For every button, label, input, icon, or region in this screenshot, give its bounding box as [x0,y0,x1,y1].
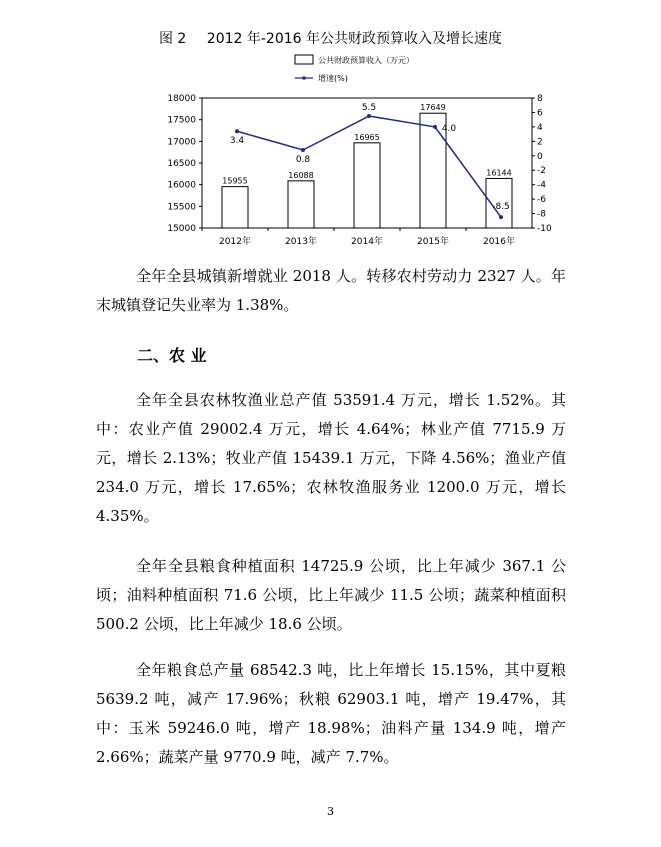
paragraph-employment: 全年全县城镇新增就业 2018 人。转移农村劳动力 2327 人。年末城镇登记失业率为 1.38%。 [96,267,566,314]
x-axis-category-label: 2012年 [219,237,251,247]
x-axis-category-label: 2014年 [351,237,383,247]
figure-title-text: 2012 年-2016 年公共财政预算收入及增长速度 [206,31,503,47]
right-axis-tick-label: -6 [537,195,546,206]
bar-2014年 [354,143,380,228]
page-number: 3 [327,805,334,818]
growth-point [499,215,503,219]
right-axis-tick-label: 0 [537,151,543,162]
bar-2013年 [288,181,314,228]
right-axis-tick-label: -8 [537,209,546,220]
growth-point [367,114,371,118]
bar-value-label: 15955 [222,176,248,186]
paragraph-agri-output: 全年全县农林牧渔业总产值 53591.4 万元，增长 1.52%。其中：农业产值 29002.4 万元，增长 4.64%；林业产值 7715.9 万元，增长 2.13%；牧业产值 15439.1 万元，下降 4.56%；渔业产值 234.0 万元，增长 17.65%；农林牧渔服务业 1200.0 万元，增长 4.35%。 [96,391,566,525]
x-axis-category-label: 2013年 [285,237,317,247]
right-axis-tick-label: 8 [537,94,543,104]
growth-value-label: 4.0 [441,123,457,134]
figure-label: 图 2 [158,31,187,47]
paragraph-planting-area: 全年全县粮食种植面积 14725.9 公顷，比上年减少 367.1 公顷；油料种植面积 71.6 公顷，比上年减少 11.5 公顷；蔬菜种植面积 500.2 公顷，比上年减少 18.6 公顷。 [96,557,566,633]
legend-bar-swatch [295,55,313,64]
left-axis-tick-label: 16500 [167,159,196,169]
bar-value-label: 17649 [420,103,446,113]
left-axis-tick-label: 17000 [167,137,196,148]
left-axis-tick-label: 17500 [167,115,196,126]
growth-value-label: -8.5 [492,202,510,213]
bar-value-label: 16088 [288,170,314,180]
right-axis-tick-label: -2 [537,166,546,177]
section-heading-agriculture: 二、农 业 [137,346,207,365]
growth-point [301,148,305,152]
revenue-growth-chart [150,48,570,248]
right-axis-tick-label: 2 [537,137,543,148]
right-axis-tick-label: -4 [537,180,546,191]
growth-value-label: 3.4 [229,136,245,147]
left-axis-tick-label: 15000 [167,224,196,234]
figure-title [0,28,661,48]
right-axis-tick-label: 4 [537,122,543,133]
left-axis-tick-label: 15500 [167,202,196,213]
growth-point [433,125,437,129]
bar-value-label: 16144 [486,168,512,178]
x-axis-category-label: 2015年 [417,237,449,247]
legend-line-marker [302,76,306,80]
legend-bar-label: 公共财政预算收入（万元） [318,56,414,65]
bar-2012年 [222,187,248,228]
growth-value-label: 0.8 [295,155,311,165]
x-axis-category-label: 2016年 [483,237,515,247]
bar-value-label: 16965 [354,132,380,142]
growth-point [235,129,239,133]
left-axis-tick-label: 16000 [167,180,196,191]
legend-line-label: 增速(%) [318,74,348,83]
right-axis-tick-label: -10 [537,224,552,234]
paragraph-grain-yield: 全年粮食总产量 68542.3 吨，比上年增长 15.15%，其中夏粮 5639.2 吨，减产 17.96%；秋粮 62903.1 吨，增产 19.47%，其中：玉米 59246.0 吨，增产 18.98%；油料产量 134.9 吨，增产 2.66%；蔬菜产量 9770.9 吨，减产 7.7%。 [96,661,566,766]
left-axis-tick-label: 18000 [167,94,196,104]
right-axis-tick-label: 6 [537,108,543,119]
growth-value-label: 5.5 [361,103,377,114]
